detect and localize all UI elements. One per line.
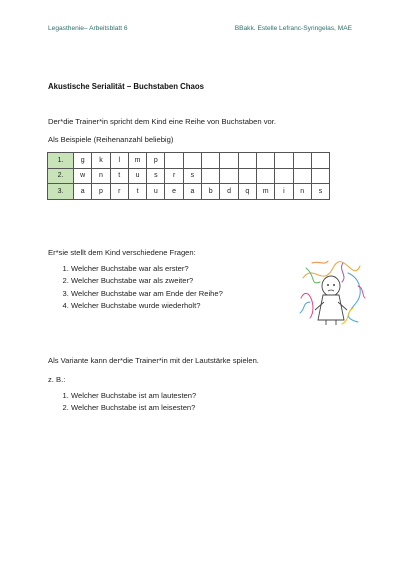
letter-cell: b [202, 184, 220, 200]
letter-cell [220, 153, 238, 169]
letter-cell: e [165, 184, 183, 200]
letter-cell [293, 153, 311, 169]
letter-cell: a [74, 184, 92, 200]
letter-cell [293, 168, 311, 184]
confused-child-scribbles-icon [298, 258, 366, 328]
letter-cell [220, 168, 238, 184]
letter-cell: q [238, 184, 256, 200]
list-item: 3. Welcher Buchstabe war am Ende der Reihe? [71, 288, 223, 300]
list-item: 1. Welcher Buchstabe war als erster? [71, 263, 223, 275]
letter-cell: n [293, 184, 311, 200]
variant-intro: Als Variante kann der*die Trainer*in mit der Lautstärke spielen. [48, 356, 259, 365]
letter-cell: r [165, 168, 183, 184]
letter-cell: u [128, 168, 146, 184]
letter-cell: i [275, 184, 293, 200]
variant-questions-list [48, 390, 196, 415]
letter-cell [183, 153, 201, 169]
letter-cell [238, 153, 256, 169]
list-item: 4. Welcher Buchstabe wurde wiederholt? [71, 300, 223, 312]
row-number: 1. [48, 153, 74, 169]
letter-cell: s [311, 184, 329, 200]
example-label: z. B.: [48, 375, 66, 384]
questions-intro: Er*sie stellt dem Kind verschiedene Fragen: [48, 248, 196, 257]
letter-cell [256, 153, 274, 169]
letter-cell: k [92, 153, 110, 169]
row-number: 3. [48, 184, 74, 200]
letter-cell [238, 168, 256, 184]
letter-cell [165, 153, 183, 169]
letter-cell [256, 168, 274, 184]
letter-table [47, 152, 330, 200]
letter-cell: w [74, 168, 92, 184]
row-number: 2. [48, 168, 74, 184]
list-item: 1. Welcher Buchstabe ist am lautesten? [71, 390, 196, 402]
letter-cell: g [74, 153, 92, 169]
list-item: 2. Welcher Buchstabe war als zweiter? [71, 275, 223, 287]
letter-cell [275, 153, 293, 169]
header-right: BBakk. Estelle Lefranc-Syringelas, MAE [234, 25, 352, 32]
page-title: Akustische Serialität – Buchstaben Chaos [48, 82, 204, 91]
letter-cell [311, 168, 329, 184]
letter-cell [311, 153, 329, 169]
letter-cell: d [220, 184, 238, 200]
letter-cell: t [128, 184, 146, 200]
letter-cell: p [147, 153, 165, 169]
letter-cell: m [128, 153, 146, 169]
letter-cell: a [183, 184, 201, 200]
letter-cell [275, 168, 293, 184]
letter-cell: u [147, 184, 165, 200]
table-row [48, 153, 330, 169]
letter-cell: s [183, 168, 201, 184]
letter-cell: m [256, 184, 274, 200]
letter-cell: s [147, 168, 165, 184]
examples-label: Als Beispiele (Reihenanzahl beliebig) [48, 135, 174, 144]
list-item: 2. Welcher Buchstabe ist am leisesten? [71, 402, 196, 414]
letter-cell: n [92, 168, 110, 184]
intro-text: Der*die Trainer*in spricht dem Kind eine Reihe von Buchstaben vor. [48, 117, 276, 126]
letter-cell: r [110, 184, 128, 200]
questions-list [48, 263, 223, 312]
table-row [48, 168, 330, 184]
letter-cell: p [92, 184, 110, 200]
letter-cell: l [110, 153, 128, 169]
letter-cell [202, 168, 220, 184]
header-left: Legasthenie– Arbeitsblatt 6 [48, 25, 128, 32]
table-row [48, 184, 330, 200]
letter-cell: t [110, 168, 128, 184]
letter-cell [202, 153, 220, 169]
